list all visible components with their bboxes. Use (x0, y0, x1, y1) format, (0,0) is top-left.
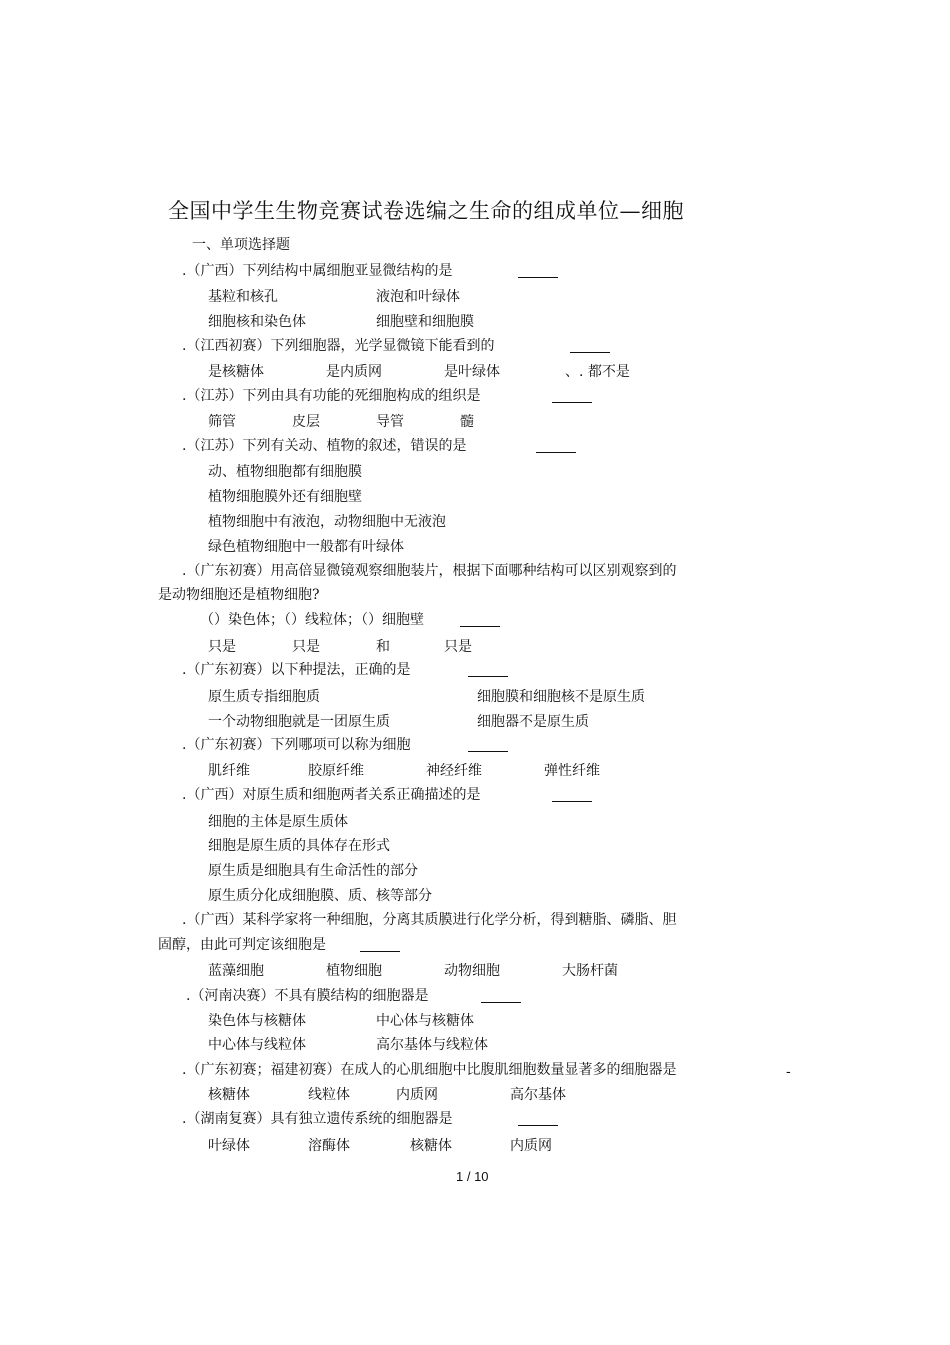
q4-option-d: 绿色植物细胞中一般都有叶绿体 (208, 539, 404, 555)
q5-option-b: 只是 (292, 639, 320, 655)
q9-option-c: 动物细胞 (444, 963, 500, 979)
q9-option-a: 蓝藻细胞 (208, 963, 264, 979)
q6-option-a: 原生质专指细胞质 (208, 689, 320, 705)
question-10-stem: .（河南决赛）不具有膜结构的细胞器是 (186, 988, 429, 1004)
answer-blank-6 (468, 662, 508, 677)
q5-option-d: 只是 (444, 639, 472, 655)
question-11-stem: .（广东初赛；福建初赛）在成人的心肌细胞中比腹肌细胞数量显著多的细胞器是 (182, 1062, 677, 1078)
q11-option-b: 线粒体 (308, 1087, 350, 1103)
q1-option-a: 基粒和核孔 (208, 289, 278, 305)
q10-option-a: 染色体与核糖体 (208, 1013, 306, 1029)
q2-option-b: 是内质网 (326, 364, 382, 380)
q10-option-c: 中心体与线粒体 (208, 1037, 306, 1053)
answer-blank-7 (468, 737, 508, 752)
q3-option-c: 导管 (376, 414, 404, 430)
question-7-stem: .（广东初赛）下列哪项可以称为细胞 (182, 737, 411, 753)
q12-option-b: 溶酶体 (308, 1138, 350, 1154)
q8-option-d: 原生质分化成细胞膜、质、核等部分 (208, 888, 432, 904)
question-5-stem-line1: .（广东初赛）用高倍显微镜观察细胞装片，根据下面哪种结构可以区别观察到的 (182, 563, 677, 579)
q9-option-b: 植物细胞 (326, 963, 382, 979)
q7-option-a: 肌纤维 (208, 763, 250, 779)
q3-option-b: 皮层 (292, 414, 320, 430)
q1-option-c: 细胞核和染色体 (208, 314, 306, 330)
q7-option-b: 胶原纤维 (308, 763, 364, 779)
answer-blank-9 (360, 937, 400, 952)
q8-option-b: 细胞是原生质的具体存在形式 (208, 838, 390, 854)
question-3-stem: .（江苏）下列由具有功能的死细胞构成的组织是 (182, 388, 481, 404)
answer-blank-10 (481, 988, 521, 1003)
page-number: 1 / 10 (456, 1169, 489, 1184)
question-4-stem: .（江苏）下列有关动、植物的叙述，错误的是 (182, 438, 467, 454)
question-5-stem-line2: 是动物细胞还是植物细胞? (158, 587, 320, 603)
q5-option-c: 和 (376, 639, 390, 655)
q10-option-d: 高尔基体与线粒体 (376, 1037, 488, 1053)
stray-mark: - (786, 1064, 791, 1080)
q4-option-b: 植物细胞膜外还有细胞壁 (208, 489, 362, 505)
q12-option-d: 内质网 (510, 1138, 552, 1154)
q2-option-c: 是叶绿体 (444, 364, 500, 380)
question-12-stem: .（湖南复赛）具有独立遗传系统的细胞器是 (182, 1111, 453, 1127)
q10-option-b: 中心体与核糖体 (376, 1013, 474, 1029)
q6-option-b: 细胞膜和细胞核不是原生质 (477, 689, 645, 705)
answer-blank-2 (570, 338, 610, 353)
q12-option-c: 核糖体 (410, 1138, 452, 1154)
question-1-stem: .（广西）下列结构中属细胞亚显微结构的是 (182, 263, 453, 279)
q9-option-d: 大肠杆菌 (562, 963, 618, 979)
q3-option-a: 筛管 (208, 414, 236, 430)
q12-option-a: 叶绿体 (208, 1138, 250, 1154)
answer-blank-8 (552, 787, 592, 802)
q4-option-c: 植物细胞中有液泡，动物细胞中无液泡 (208, 514, 446, 530)
answer-blank-5 (460, 612, 500, 627)
answer-blank-12 (518, 1111, 558, 1126)
q3-option-d: 髓 (460, 414, 474, 430)
question-5-sub-items: （）染色体；（）线粒体；（）细胞壁 (200, 612, 424, 628)
answer-blank-3 (552, 388, 592, 403)
page-title: 全国中学生生物竞赛试卷选编之生命的组成单位—细胞 (168, 199, 684, 223)
q5-option-a: 只是 (208, 639, 236, 655)
q6-option-d: 细胞器不是原生质 (477, 714, 589, 730)
question-8-stem: .（广西）对原生质和细胞两者关系正确描述的是 (182, 787, 481, 803)
q11-option-c: 内质网 (396, 1087, 438, 1103)
answer-blank-4 (536, 438, 576, 453)
question-9-stem-line1: .（广西）某科学家将一种细胞，分离其质膜进行化学分析，得到糖脂、磷脂、胆 (182, 912, 677, 928)
q2-option-a: 是核糖体 (208, 364, 264, 380)
q4-option-a: 动、植物细胞都有细胞膜 (208, 464, 362, 480)
q6-option-c: 一个动物细胞就是一团原生质 (208, 714, 390, 730)
q1-option-d: 细胞壁和细胞膜 (376, 314, 474, 330)
q1-option-b: 液泡和叶绿体 (376, 289, 460, 305)
q7-option-c: 神经纤维 (426, 763, 482, 779)
answer-blank-1 (518, 263, 558, 278)
question-2-stem: .（江西初赛）下列细胞器，光学显微镜下能看到的 (182, 338, 495, 354)
q2-option-d: 、. 都不是 (565, 364, 630, 380)
question-9-stem-line2: 固醇，由此可判定该细胞是 (158, 937, 326, 953)
q8-option-a: 细胞的主体是原生质体 (208, 814, 348, 830)
q7-option-d: 弹性纤维 (544, 763, 600, 779)
question-6-stem: .（广东初赛）以下种提法，正确的是 (182, 662, 411, 678)
section-heading: 一、单项选择题 (192, 237, 290, 253)
q11-option-a: 核糖体 (208, 1087, 250, 1103)
q11-option-d: 高尔基体 (510, 1087, 566, 1103)
q8-option-c: 原生质是细胞具有生命活性的部分 (208, 863, 418, 879)
